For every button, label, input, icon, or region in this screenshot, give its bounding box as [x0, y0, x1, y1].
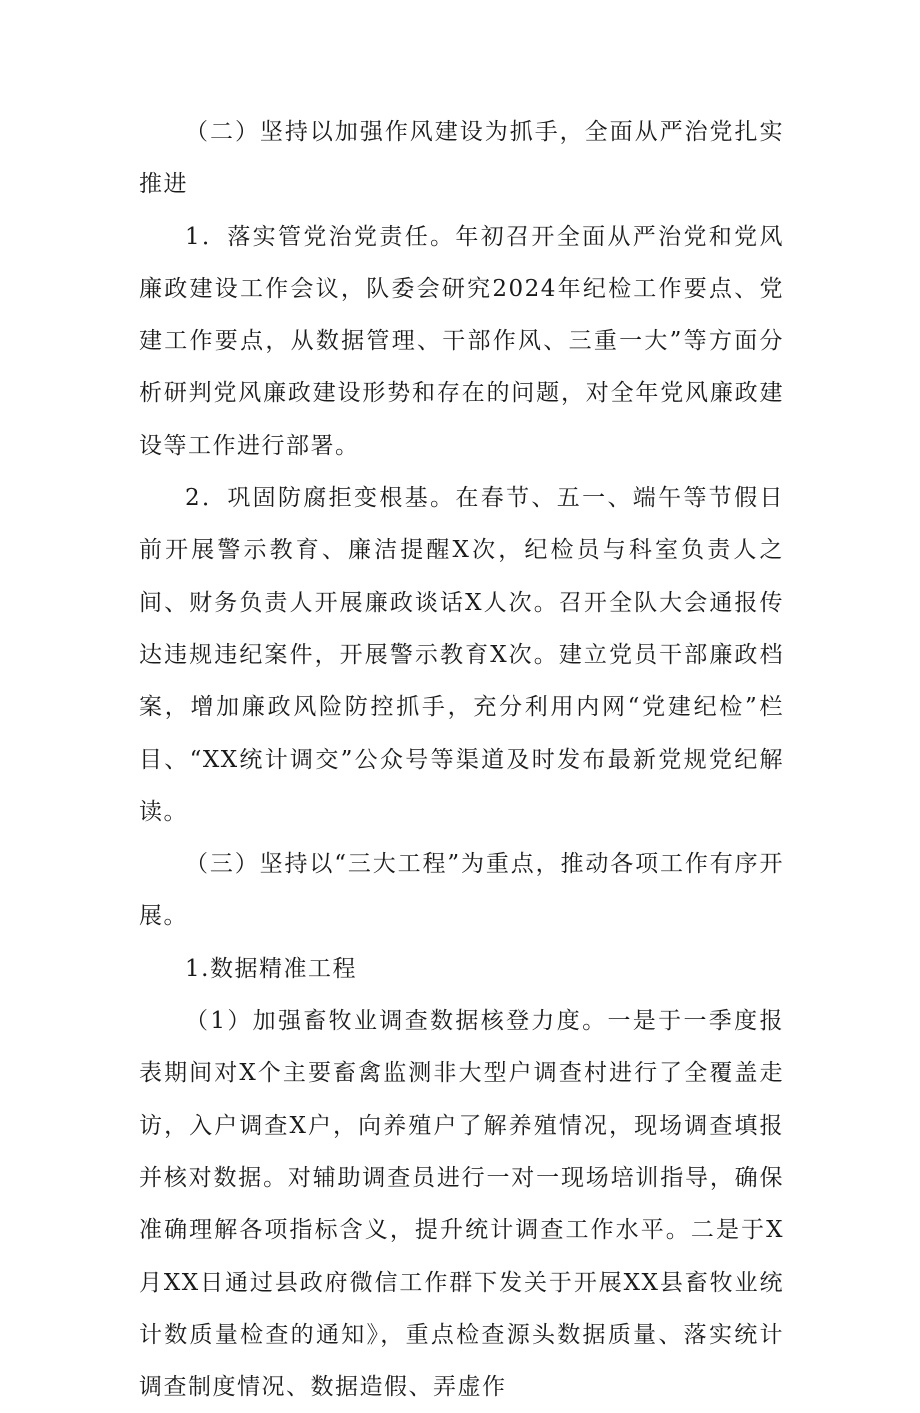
paragraph-livestock-survey: （1）加强畜牧业调查数据核登力度。一是于一季度报表期间对X个主要畜禽监测非大型户调查村进行了全覆盖走访，入户调查X户，向养殖户了解养殖情况，现场调查填报并核对数据。对辅助调查员进行一对一现场培训指导，确保准确理解各项指标含义，提升统计调查工作水平。二是于X月XX日通过县政府微信工作群下发关于开展XX县畜牧业统计数质量检查的通知》，重点检查源头数据质量、落实统计调查制度情况、数据造假、弄虚作 [139, 1008, 784, 1401]
document-body [139, 106, 784, 1413]
paragraph-anti-corruption: 2．巩固防腐拒变根基。在春节、五一、端午等节假日前开展警示教育、廉洁提醒X次，纪检员与科室负责人之间、财务负责人开展廉政谈话X人次。召开全队大会通报传达违规违纪案件，开展警示教育X次。建立党员干部廉政档案，增加廉政风险防控抓手，充分利用内网“党建纪检”栏目、“XX统计调交”公众号等渠道及时发布最新党规党纪解读。 [139, 485, 784, 825]
paragraph-party-responsibility: 1．落实管党治党责任。年初召开全面从严治党和党风廉政建设工作会议，队委会研究2024年纪检工作要点、党建工作要点，从数据管理、干部作风、三重一大”等方面分析研判党风廉政建设形势和存在的问题，对全年党风廉政建设等工作进行部署。 [139, 223, 784, 459]
section-heading-2: （二）坚持以加强作风建设为抓手，全面从严治党扎实推进 [139, 119, 784, 198]
section-heading-3: （三）坚持以“三大工程”为重点，推动各项工作有序开展。 [139, 851, 784, 930]
item-title-data-accuracy: 1.数据精准工程 [185, 955, 357, 982]
